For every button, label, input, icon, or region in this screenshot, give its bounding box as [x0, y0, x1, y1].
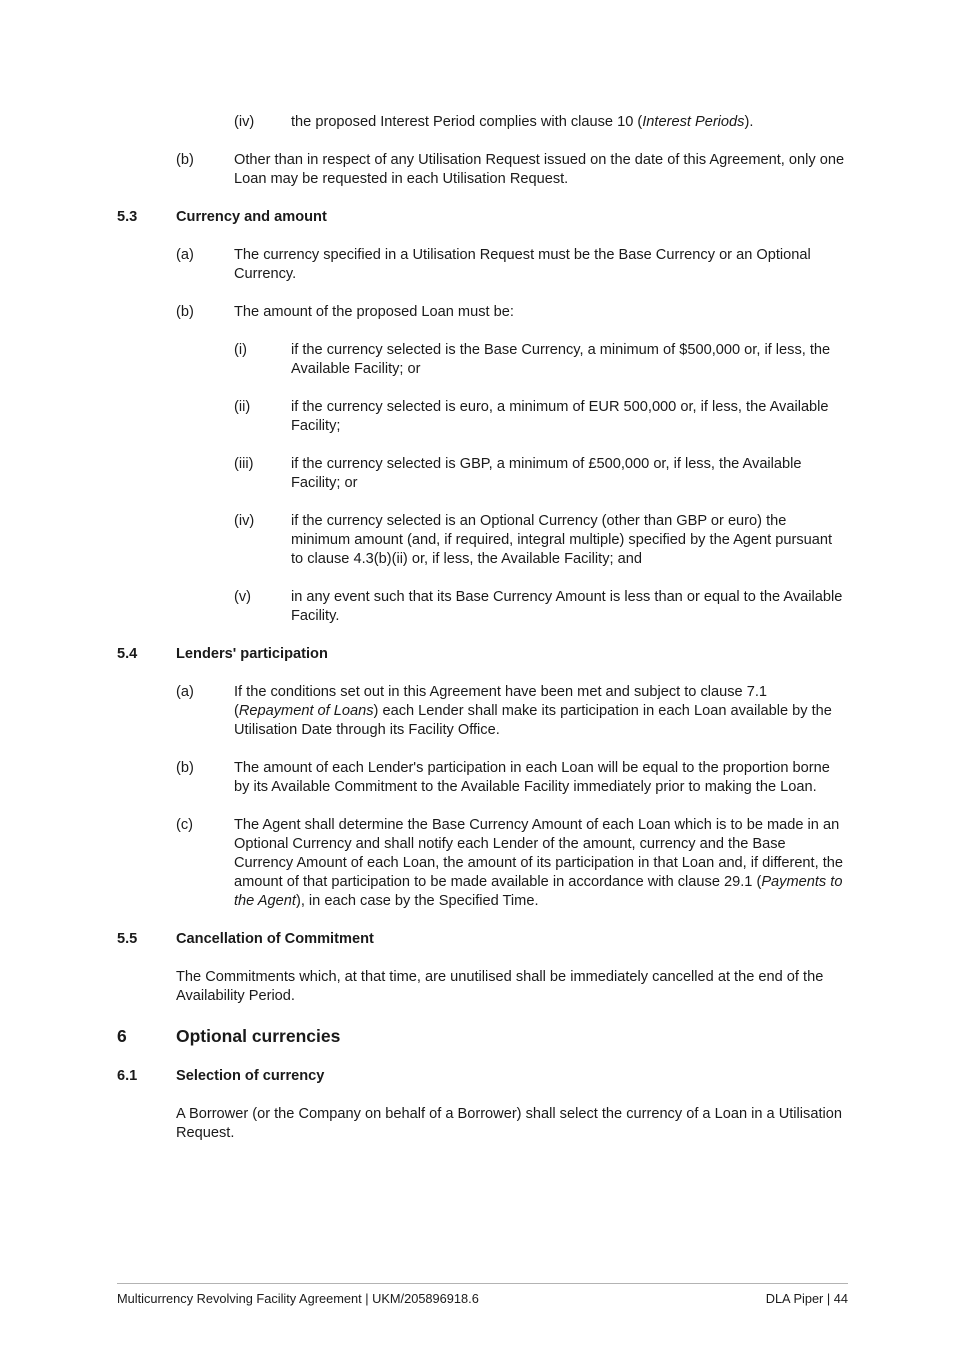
- section-number: 6.1: [117, 1068, 138, 1084]
- item-text: in any event such that its Base Currency Amount is less than or equal to the Available Facility.: [291, 589, 843, 624]
- section-heading-5-4: [117, 645, 848, 664]
- item-label: (iv): [234, 114, 255, 130]
- item-text: The amount of the proposed Loan must be:: [234, 304, 514, 320]
- section-title: Optional currencies: [176, 1026, 341, 1046]
- section-number: 5.3: [117, 209, 138, 225]
- item-label: (i): [234, 342, 247, 358]
- footer-firm-page-number: DLA Piper | 44: [765, 1291, 848, 1306]
- section-number: 5.5: [117, 931, 138, 947]
- section-heading-6-1: [117, 1067, 848, 1086]
- section-heading-5-3: [117, 208, 848, 227]
- text-run: ).: [744, 114, 754, 130]
- item-text: Other than in respect of any Utilisation Request issued on the date of this Agreement, only one Loan may be requested in each Utilisation Request.: [234, 152, 845, 187]
- item-label: (ii): [234, 399, 251, 415]
- item-label: (a): [176, 684, 194, 700]
- item-text: [291, 113, 848, 132]
- section-5-5-paragraph: The Commitments which, at that time, are unutilised shall be immediately cancelled at the end of the Availability Period.: [176, 969, 824, 1004]
- text-run-italic: Repayment of Loans: [238, 703, 374, 719]
- item-label: (c): [176, 817, 194, 833]
- text-run: the proposed Interest Period complies with clause 10 (: [291, 114, 643, 130]
- item-text: if the currency selected is the Base Currency, a minimum of $500,000 or, if less, the Available Facility; or: [291, 342, 831, 377]
- clause-item-5-3-b-iv: [117, 512, 848, 569]
- text-run-italic: Payments to the Agent: [234, 874, 843, 909]
- clause-item-5-3-b-ii: [117, 398, 848, 436]
- section-heading-6: [117, 1025, 848, 1048]
- text-run: ), in each case by the Specified Time.: [295, 893, 539, 909]
- item-text: if the currency selected is GBP, a minimum of £500,000 or, if less, the Available Facility; or: [291, 456, 802, 491]
- section-title: Selection of currency: [176, 1068, 325, 1084]
- text-run: The Agent shall determine the Base Currency Amount of each Loan which is to be made in an Optional Currency and shall notify each Lender of the amount, currency and the Base Currency Amount of each Loan, the amount of its participation in that Loan and, if different, the amount of that participation to be made available in accordance with clause 29.1 (: [234, 817, 843, 890]
- clause-item-5-4-b: [117, 759, 848, 797]
- item-text: [234, 683, 848, 740]
- item-text: The currency specified in a Utilisation Request must be the Base Currency or an Optional Currency.: [234, 247, 811, 282]
- clause-item-5-4-c: [117, 816, 848, 911]
- text-run: If the conditions set out in this Agreement have been met and subject to clause 7.1 (: [234, 684, 768, 719]
- section-heading-5-5: [117, 930, 848, 949]
- section-title: Cancellation of Commitment: [176, 931, 374, 947]
- clause-item-5-3-b-v: [117, 588, 848, 626]
- clause-item-5-3-b-iii: [117, 455, 848, 493]
- section-title: Lenders' participation: [176, 646, 328, 662]
- item-label: (b): [176, 304, 194, 320]
- item-label: (b): [176, 152, 194, 168]
- section-6-1-paragraph: A Borrower (or the Company on behalf of a Borrower) shall select the currency of a Loan in a Utilisation Request.: [176, 1106, 842, 1141]
- clause-item-5-3-b: [117, 303, 848, 322]
- section-number: 6: [117, 1026, 127, 1046]
- item-label: (b): [176, 760, 194, 776]
- clause-item-iv-top: [117, 113, 848, 132]
- text-run-italic: Interest Periods: [642, 114, 745, 130]
- item-label: (iii): [234, 456, 254, 472]
- text-run: ) each Lender shall make its participation in each Loan available by the Utilisation Date through its Facility Office.: [234, 703, 832, 738]
- clause-item-5-3-b-i: [117, 341, 848, 379]
- section-title: Currency and amount: [176, 209, 327, 225]
- item-label: (v): [234, 589, 252, 605]
- clause-item-5-3-a: [117, 246, 848, 284]
- section-number: 5.4: [117, 646, 138, 662]
- item-text: if the currency selected is an Optional Currency (other than GBP or euro) the minimum amount (and, if required, integral multiple) specified by the Agent pursuant to clause 4.3(b)(ii) or, if less, the Available Facility; and: [291, 513, 833, 567]
- clause-item-5-4-a: [117, 683, 848, 740]
- item-text: The amount of each Lender's participation in each Loan will be equal to the proportion borne by its Available Commitment to the Available Facility immediately prior to making the Loan.: [234, 760, 830, 795]
- item-text: [234, 816, 848, 911]
- item-label: (iv): [234, 513, 255, 529]
- page-footer: [117, 1283, 848, 1307]
- item-label: (a): [176, 247, 194, 263]
- clause-item-b-top: [117, 151, 848, 189]
- item-text: if the currency selected is euro, a minimum of EUR 500,000 or, if less, the Available Facility;: [291, 399, 829, 434]
- footer-document-reference: Multicurrency Revolving Facility Agreement | UKM/205896918.6: [117, 1291, 479, 1306]
